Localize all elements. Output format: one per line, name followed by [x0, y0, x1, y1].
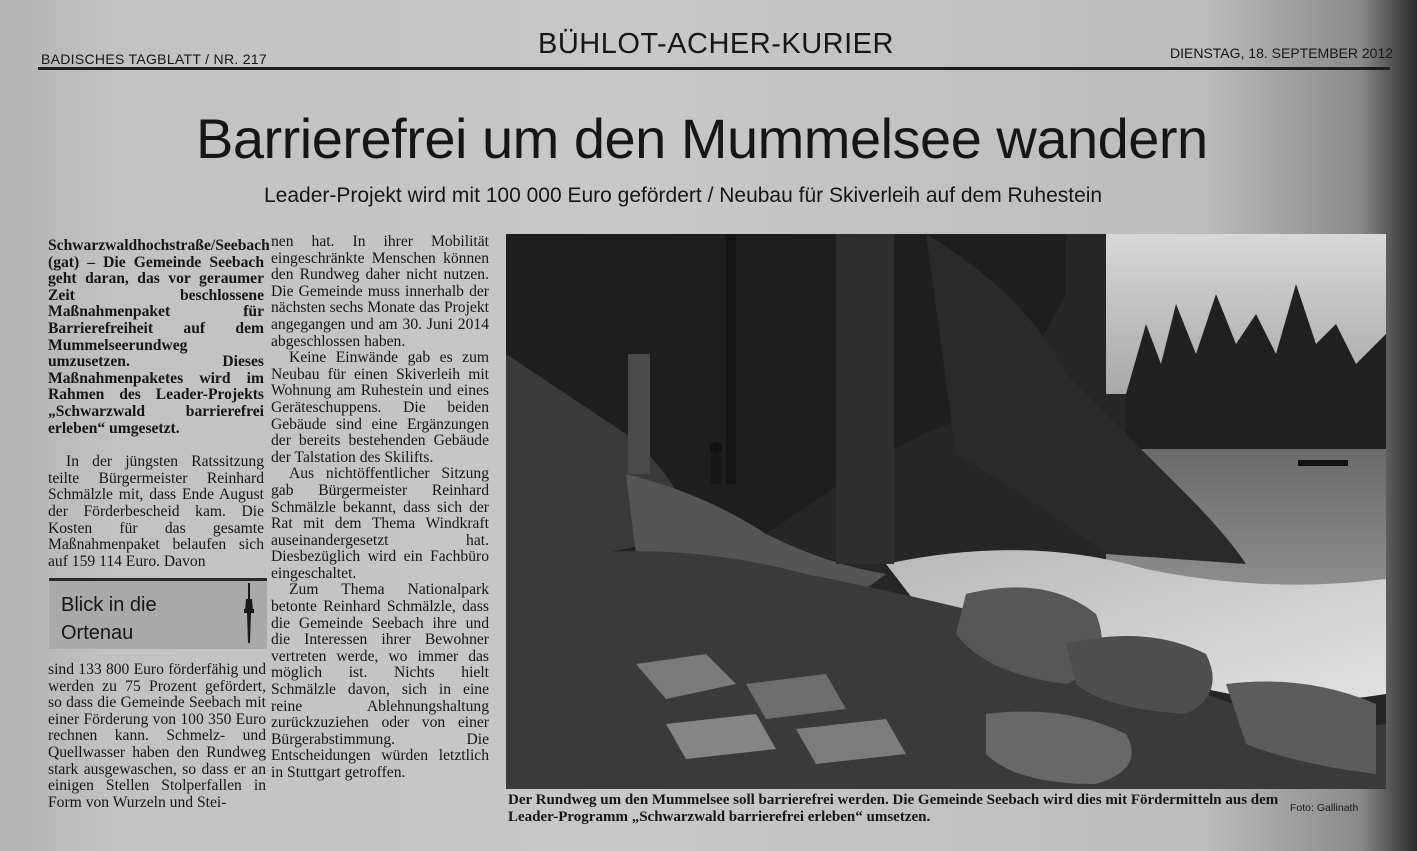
article-paragraph: sind 133 800 Euro förderfähig und werden zu 75 Prozent gefördert, so dass die Gemeinde Seebach mit einer Förderung von 100 350 Euro rechnen kann. Schmelz- und Quellwasser haben den Rundweg stark ausgewaschen, so dass er an einigen Stellen Stolperfallen in Form von Wurzeln und Stei- — [48, 661, 266, 811]
article-paragraph: Zum Thema Nationalpark betonte Reinhard Schmälzle, dass die Gemeinde Seebach ihre und die Interessen ihrer Bewohner vertreten werde, wo immer das möglich ist. Nichts hielt Schmälzle davon, sich in eine reine Ablehnungshaltung zurückzuziehen oder von einer Bürgerabstimmung. Die Entscheidungen würden letztlich in Stuttgart getroffen. — [271, 581, 489, 781]
article-column-1-continued — [48, 662, 266, 811]
article-column-2 — [271, 234, 489, 782]
infobox-title: Blick in die Ortenau — [61, 594, 157, 644]
article-subheadline: Leader-Projekt wird mit 100 000 Euro gefördert / Neubau für Skiverleih auf dem Ruhestein — [264, 184, 1103, 207]
article-paragraph: nen hat. In ihrer Mobilität eingeschränkte Menschen können den Rundweg daher nicht nutzen. Die Gemeinde muss innerhalb der nächsten sechs Monate das Projekt angegangen und am 30. Juni 2014 abgeschlossen haben. — [271, 233, 489, 350]
article-lead: Schwarzwaldhochstraße/Seebach (gat) – Die Gemeinde Seebach geht daran, das vor geraumer Zeit beschlossene Maßnahmenpaket für Barrierefreiheit auf dem Mummelseerundweg umzusetzen. Dieses Maßnahmenpaketes wird im Rahmen des Leader-Projekts „Schwarzwald barrierefrei erleben“ umgesetzt. — [48, 237, 270, 437]
photo-caption: Der Rundweg um den Mummelsee soll barrierefrei werden. Die Gemeinde Seebach wird dies mit Fördermitteln aus dem Leader-Programm „Schwarzwald barrierefrei erleben“ umsetzen. — [508, 792, 1279, 825]
article-paragraph: Keine Einwände gab es zum Neubau für einen Skiverleih mit Wohnung am Ruhestein und eines Geräteschuppens. Die beiden Gebäude sind eine Ergänzungen der bereits bestehenden Gebäude der Talstation des Skilifts. — [271, 349, 489, 466]
tv-tower-icon — [240, 583, 258, 643]
masthead-title: BÜHLOT-ACHER-KURIER — [538, 28, 894, 60]
masthead-left: BADISCHES TAGBLATT / NR. 217 — [41, 51, 267, 67]
masthead-date: DIENSTAG, 18. SEPTEMBER 2012 — [1170, 45, 1394, 61]
article-photo — [506, 234, 1386, 789]
article-paragraph: In der jüngsten Ratssitzung teilte Bürgermeister Reinhard Schmälzle mit, dass Ende August der Förderbescheid kam. Die Kosten für das gesamte Maßnahmenpaket belaufen sich auf 159 114 Euro. Davon — [48, 453, 264, 570]
article-paragraph: Aus nichtöffentlicher Sitzung gab Bürgermeister Reinhard Schmälzle bekannt, dass sich der Rat mit dem Thema Windkraft auseinandergesetzt hat. Diesbezüglich wird ein Fachbüro eingeschaltet. — [271, 465, 489, 582]
forest-lake-photo — [506, 234, 1386, 789]
infobox — [49, 578, 267, 649]
article-headline: Barrierefrei um den Mummelsee wandern — [196, 107, 1208, 170]
article-column-1 — [48, 237, 270, 570]
photo-credit: Foto: Gallinath — [1290, 802, 1359, 814]
masthead-rule — [38, 67, 1390, 70]
